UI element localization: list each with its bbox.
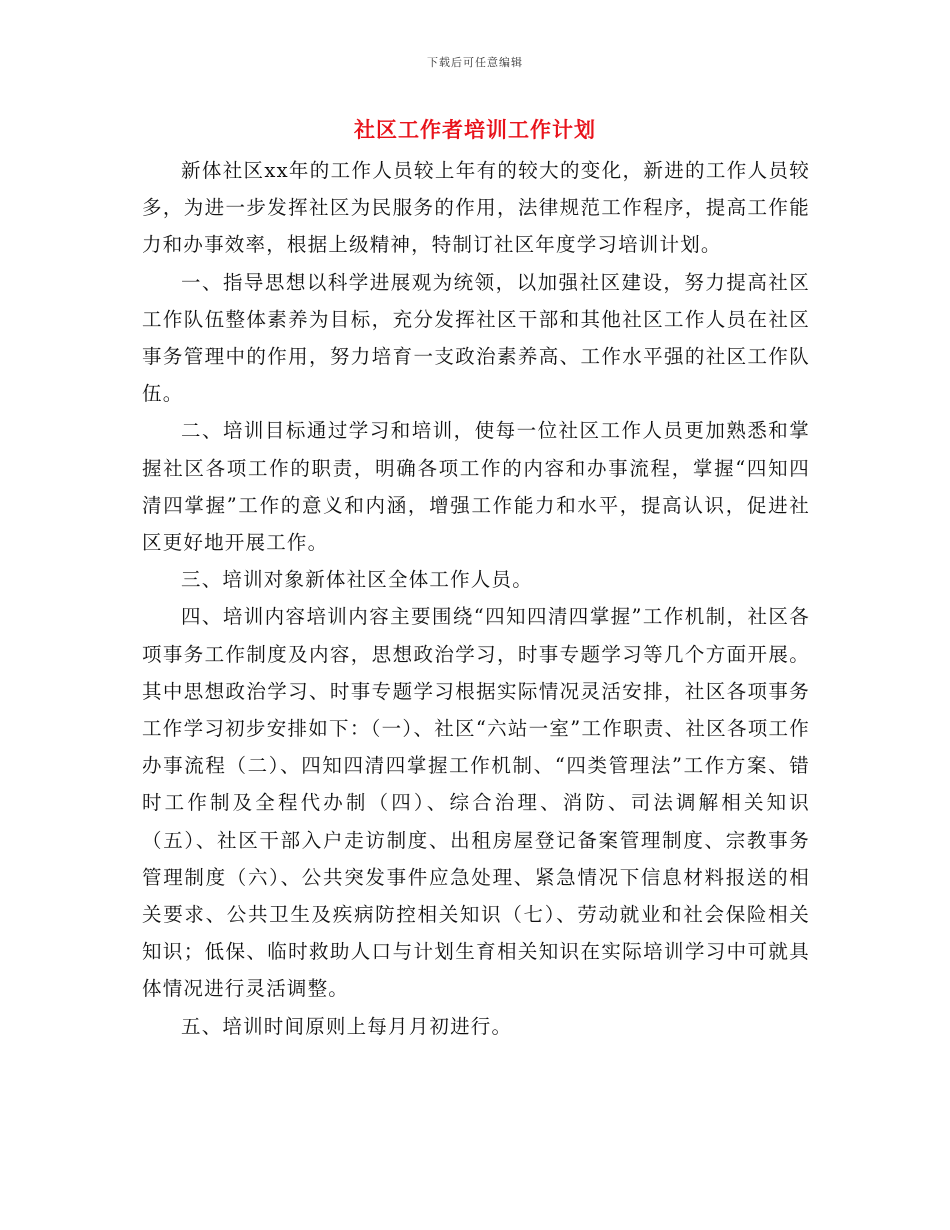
paragraph-intro: 新体社区xx年的工作人员较上年有的较大的变化，新进的工作人员较多，为进一步发挥社区为民服务的作用，法律规范工作程序，提高工作能力和办事效率，根据上级精神，特制订社区年度学习培训计划。 xyxy=(142,159,810,257)
page-header: 下载后可任意编辑 xyxy=(427,56,523,69)
paragraph-training-targets: 三、培训对象新体社区全体工作人员。 xyxy=(181,568,533,592)
paragraph-guiding-ideology: 一、指导思想以科学进展观为统领，以加强社区建设，努力提高社区工作队伍整体素养为目标，充分发挥社区干部和其他社区工作人员在社区事务管理中的作用，努力培育一支政治素养高、工作水平强的社区工作队伍。 xyxy=(142,270,810,406)
document-title: 社区工作者培训工作计划 xyxy=(354,118,596,142)
paragraph-training-goals: 二、培训目标通过学习和培训，使每一位社区工作人员更加熟悉和掌握社区各项工作的职责，明确各项工作的内容和办事流程，掌握“四知四清四掌握”工作的意义和内涵，增强工作能力和水平，提高认识，促进社区更好地开展工作。 xyxy=(142,419,810,555)
paragraph-training-content: 四、培训内容培训内容主要围绕“四知四清四掌握”工作机制，社区各项事务工作制度及内容，思想政治学习，时事专题学习等几个方面开展。其中思想政治学习、时事专题学习根据实际情况灵活安排，社区各项事务工作学习初步安排如下：（一）、社区“六站一室”工作职责、社区各项工作办事流程（二）、四知四清四掌握工作机制、“四类管理法”工作方案、错时工作制及全程代办制（四）、综合治理、消防、司法调解相关知识（五）、社区干部入户走访制度、出租房屋登记备案管理制度、宗教事务管理制度（六）、公共突发事件应急处理、紧急情况下信息材料报送的相关要求、公共卫生及疾病防控相关知识（七）、劳动就业和社会保险相关知识；低保、临时救助人口与计划生育相关知识在实际培训学习中可就具体情况进行灵活调整。 xyxy=(142,605,810,1001)
paragraph-training-time: 五、培训时间原则上每月月初进行。 xyxy=(181,1014,513,1038)
document-body xyxy=(142,152,810,1045)
